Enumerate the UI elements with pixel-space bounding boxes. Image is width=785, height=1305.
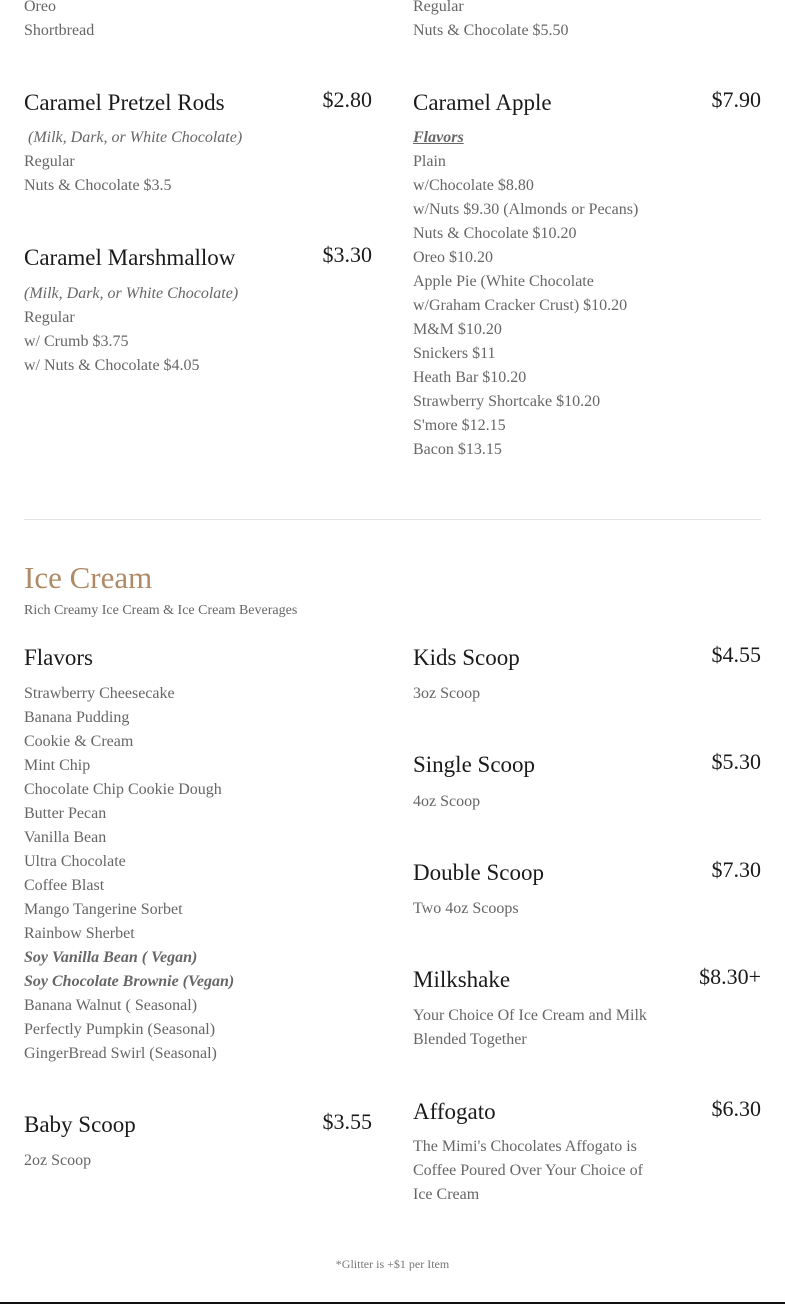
footnote: *Glitter is +$1 per Item <box>335 1257 450 1271</box>
menu-line: w/Nuts $9.30 (Almonds or Pecans) <box>413 201 639 218</box>
section-divider <box>24 519 761 520</box>
menu-line: Nuts & Chocolate $5.50 <box>413 22 569 39</box>
item-price: $8.30+ <box>699 964 761 989</box>
menu-item-double-scoop <box>413 857 761 920</box>
menu-item-baby-scoop <box>24 1109 374 1172</box>
flavor-item: Banana Walnut ( Seasonal) <box>24 997 198 1014</box>
ice-cream-flavors <box>24 645 374 1075</box>
description-line: Coffee Poured Over Your Choice of <box>413 1162 643 1179</box>
section-title: Ice Cream <box>24 560 153 595</box>
menu-item-caramel-apple <box>413 87 761 470</box>
menu-line: Nuts & Chocolate $3.5 <box>24 177 172 194</box>
flavor-item: Strawberry Cheesecake <box>24 685 175 702</box>
flavor-item: Mint Chip <box>24 757 91 774</box>
menu-line: w/ Crumb $3.75 <box>24 333 129 350</box>
item-name: Caramel Apple <box>413 90 552 115</box>
menu-item-single-scoop <box>413 749 761 812</box>
menu-item-kids-scoop <box>413 642 761 705</box>
flavor-item: Ultra Chocolate <box>24 853 126 870</box>
item-description: 4oz Scoop <box>413 793 481 810</box>
flavor-item: Mango Tangerine Sorbet <box>24 901 183 918</box>
flavor-item: Coffee Blast <box>24 877 105 894</box>
item-price: $2.80 <box>322 87 372 112</box>
menu-item-affogato <box>413 1096 761 1209</box>
item-note: (Milk, Dark, or White Chocolate) <box>24 285 239 302</box>
item-name: Kids Scoop <box>413 645 520 670</box>
flavors-heading: Flavors <box>24 645 93 670</box>
menu-line: M&M $10.20 <box>413 321 502 338</box>
menu-line: w/Graham Cracker Crust) $10.20 <box>413 297 628 314</box>
flavors-label: Flavors <box>413 129 464 146</box>
item-name: Caramel Pretzel Rods <box>24 90 225 115</box>
menu-line: Nuts & Chocolate $10.20 <box>413 225 577 242</box>
flavor-item-vegan: Soy Vanilla Bean ( Vegan) <box>24 949 198 966</box>
menu-line: w/ Nuts & Chocolate $4.05 <box>24 357 200 374</box>
menu-line: Bacon $13.15 <box>413 441 502 458</box>
menu-line: Shortbread <box>24 22 95 39</box>
menu-line: Regular <box>413 0 464 15</box>
flavor-item: Vanilla Bean <box>24 829 107 846</box>
description-line: Blended Together <box>413 1031 527 1048</box>
item-note: (Milk, Dark, or White Chocolate) <box>28 129 243 146</box>
menu-item-milkshake <box>413 964 761 1057</box>
description-line: The Mimi's Chocolates Affogato is <box>413 1138 637 1155</box>
item-name: Milkshake <box>413 967 511 992</box>
item-description: 2oz Scoop <box>24 1152 92 1169</box>
item-name: Double Scoop <box>413 860 544 885</box>
flavor-item: GingerBread Swirl (Seasonal) <box>24 1045 217 1062</box>
item-name: Baby Scoop <box>24 1112 136 1137</box>
item-price: $5.30 <box>711 749 761 774</box>
item-price: $7.90 <box>711 87 761 112</box>
menu-line: w/Chocolate $8.80 <box>413 177 534 194</box>
item-name: Single Scoop <box>413 752 536 777</box>
description-line: Ice Cream <box>413 1186 480 1203</box>
flavor-item: Perfectly Pumpkin (Seasonal) <box>24 1021 216 1038</box>
flavor-item: Rainbow Sherbet <box>24 925 135 942</box>
section-subtitle: Rich Creamy Ice Cream & Ice Cream Beverages <box>24 603 298 618</box>
bottom-rule <box>0 1302 785 1304</box>
menu-line: Regular <box>24 153 75 170</box>
item-description: Two 4oz Scoops <box>413 900 519 917</box>
menu-line: Regular <box>24 309 75 326</box>
menu-line: Apple Pie (White Chocolate <box>413 273 594 290</box>
menu-item-caramel-marshmallow <box>24 242 374 385</box>
menu-line: Oreo $10.20 <box>413 249 493 266</box>
prev-item-right-lines <box>413 0 761 45</box>
flavor-item: Banana Pudding <box>24 709 130 726</box>
flavor-item: Butter Pecan <box>24 805 107 822</box>
menu-line: Oreo <box>24 0 56 15</box>
item-name: Affogato <box>413 1099 496 1124</box>
item-description: 3oz Scoop <box>413 685 481 702</box>
menu-line: Snickers $11 <box>413 345 496 362</box>
prev-item-left-lines <box>24 0 374 45</box>
description-line: Your Choice Of Ice Cream and Milk <box>413 1007 647 1024</box>
item-price: $4.55 <box>711 642 761 667</box>
menu-line: Heath Bar $10.20 <box>413 369 527 386</box>
item-price: $6.30 <box>711 1096 761 1121</box>
item-name: Caramel Marshmallow <box>24 245 236 270</box>
item-price: $3.30 <box>322 242 372 267</box>
menu-item-caramel-pretzel-rods <box>24 87 374 200</box>
item-price: $7.30 <box>711 857 761 882</box>
item-price: $3.55 <box>322 1109 372 1134</box>
menu-line: Plain <box>413 153 446 170</box>
flavor-item: Cookie & Cream <box>24 733 134 750</box>
menu-line: Strawberry Shortcake $10.20 <box>413 393 601 410</box>
flavor-item: Chocolate Chip Cookie Dough <box>24 781 222 798</box>
flavor-item-vegan: Soy Chocolate Brownie (Vegan) <box>24 973 235 990</box>
menu-line: S'more $12.15 <box>413 417 506 434</box>
